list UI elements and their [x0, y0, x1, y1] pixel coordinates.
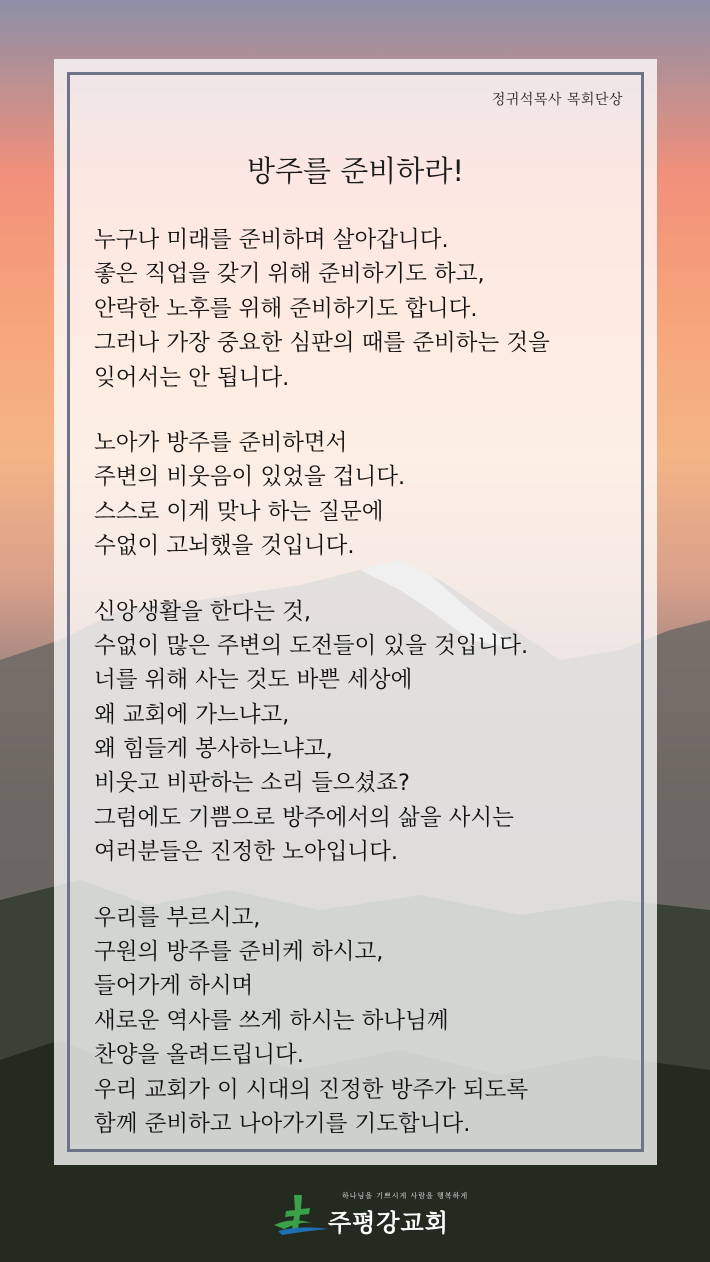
poem-line: 여러분들은 진정한 노아입니다.	[94, 839, 399, 866]
poem-body	[94, 223, 634, 1141]
poem-line: 함께 준비하고 나아가기를 기도합니다.	[94, 1110, 471, 1137]
poem-line: 비웃고 비판하는 소리 들으셨죠?	[94, 770, 410, 797]
church-logo	[258, 1185, 469, 1241]
poem-line: 왜 힘들게 봉사하느냐고,	[94, 736, 333, 763]
poem-line: 누구나 미래를 준비하며 살아갑니다.	[94, 227, 449, 253]
stanza-gap	[94, 564, 634, 595]
poem-line: 우리 교회가 이 시대의 진정한 방주가 되도록	[94, 1076, 529, 1103]
poem-line: 스스로 이게 맞나 하는 질문에	[94, 498, 384, 525]
message-card	[54, 59, 657, 1165]
poem-line: 수없이 많은 주변의 도전들이 있을 것입니다.	[94, 632, 529, 659]
poem-line: 우리를 부르시고,	[94, 904, 261, 931]
poem-line: 노아가 방주를 준비하면서	[94, 429, 348, 456]
poem-line: 왜 교회에 가느냐고,	[94, 701, 290, 728]
poem-line: 그럼에도 기쁨으로 방주에서의 삶을 사시는	[94, 804, 514, 831]
stanza-gap	[94, 870, 634, 901]
poem-line: 너를 위해 사는 것도 바쁜 세상에	[94, 667, 413, 694]
poem-line: 좋은 직업을 갖기 위해 준비하기도 하고,	[94, 261, 485, 288]
logo-slogan: 하나님을 기쁘시게 사람을 행복하게	[342, 1192, 469, 1200]
poem-line: 그러나 가장 중요한 심판의 때를 준비하는 것을	[94, 330, 550, 357]
author-label: 정귀석목사 목회단상	[491, 92, 623, 108]
poem-line: 구원의 방주를 준비케 하시고,	[94, 939, 384, 966]
poem-line: 들어가게 하시며	[94, 973, 254, 1000]
logo-name: 주평강교회	[328, 1209, 449, 1237]
poem-line: 수없이 고뇌했을 것입니다.	[94, 533, 355, 560]
poem-line: 찬양을 올려드립니다.	[94, 1042, 304, 1069]
poem-line: 안락한 노후를 위해 준비하기도 합니다.	[94, 295, 478, 322]
poem-line: 신앙생활을 한다는 것,	[94, 598, 312, 625]
stanza-gap	[94, 395, 634, 426]
page-title: 방주를 준비하라!	[247, 154, 464, 188]
poem-line: 새로운 역사를 쓰게 하시는 하나님께	[94, 1007, 449, 1034]
church-logo-icon	[272, 1191, 332, 1237]
poem-line: 주변의 비웃음이 있었을 겁니다.	[94, 464, 406, 491]
poem-line: 잊어서는 안 됩니다.	[94, 364, 290, 391]
